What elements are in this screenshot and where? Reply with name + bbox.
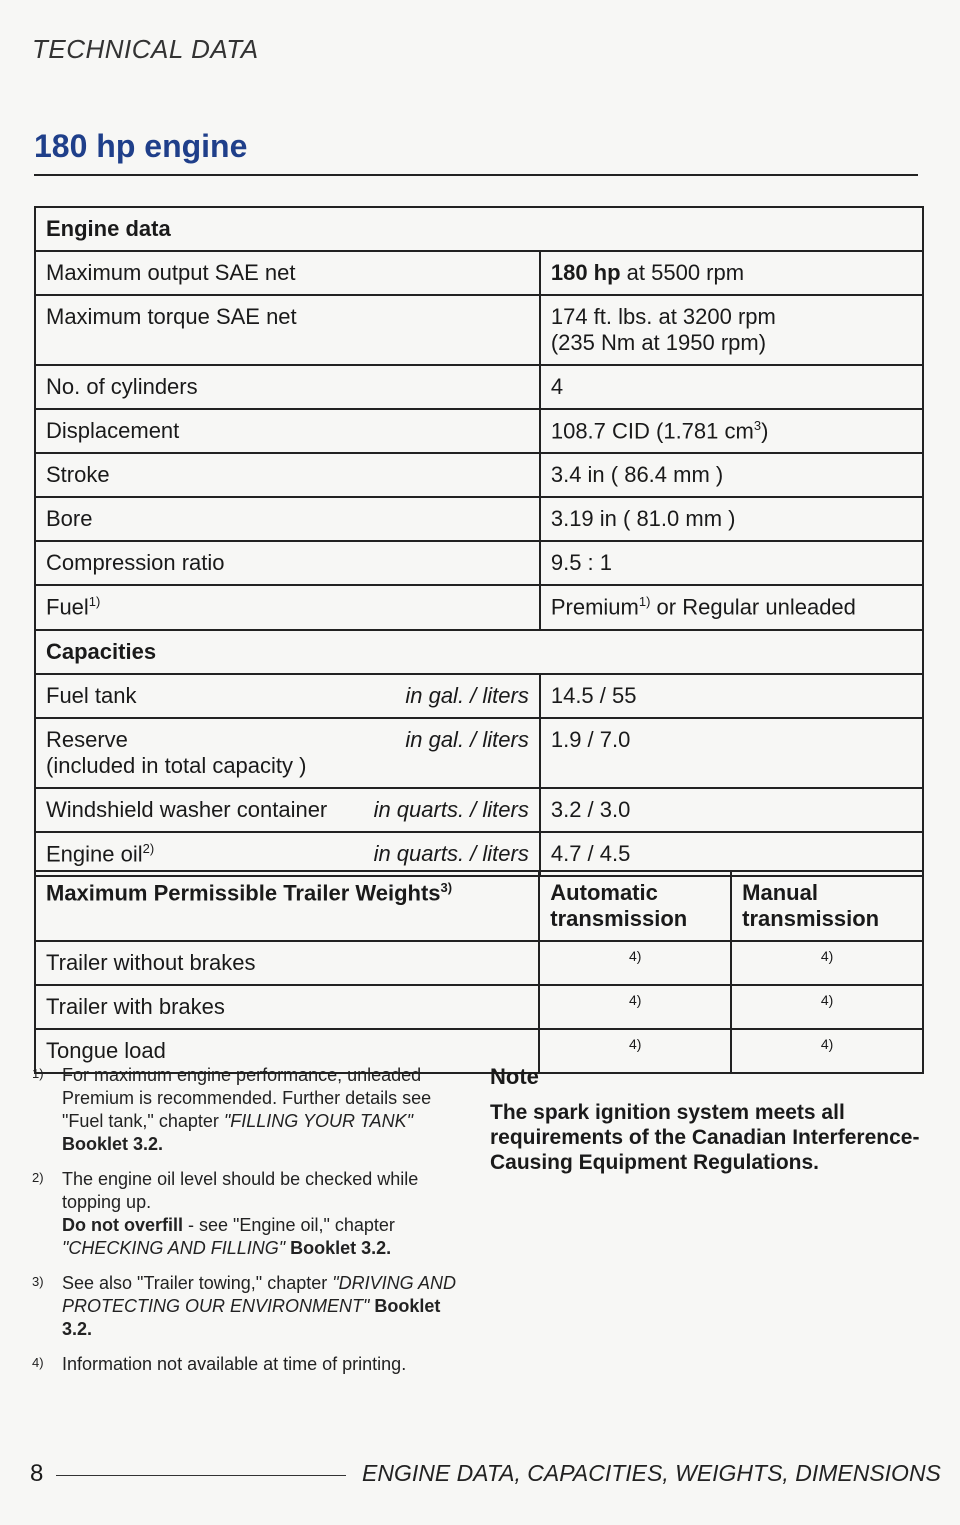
capacity-label: Engine oil [46,840,143,866]
row-label [35,718,540,788]
note-box [490,1064,930,1175]
footnote-booklet: Booklet 3.2. [62,1296,441,1339]
displacement-value-end: ) [761,418,769,444]
row-value [540,585,923,629]
fuel-label: Fuel [46,594,89,620]
section-header: TECHNICAL DATA [32,34,259,64]
row-label: Maximum torque SAE net [35,295,540,365]
row-value: 14.5 / 55 [540,674,923,718]
footnote-number: 2) [32,1170,44,1185]
unit-label: in gal. / liters [405,726,529,752]
row-value: 1.9 / 7.0 [540,718,923,788]
footnote-chapter: "CHECKING AND FILLING" [62,1238,291,1258]
footnote-ref: 2) [142,840,155,856]
col-automatic: Automatic transmission [539,871,731,941]
footnote-text-2: - see "Engine oil," chapter [183,1215,395,1235]
row-label [35,674,540,718]
footnote-number: 3) [32,1274,44,1289]
title-divider [34,174,918,176]
row-value: 3.19 in ( 81.0 mm ) [540,497,923,541]
table-row [35,985,923,1029]
trailer-weights-table [34,870,924,1074]
row-value: 4.7 / 4.5 [540,832,923,876]
fuel-value-end: or Regular unleaded [650,594,856,620]
footer-section-title: ENGINE DATA, CAPACITIES, WEIGHTS, DIMENSIONS [362,1460,941,1486]
table-row [35,453,923,497]
cell-manual: 4) [731,985,923,1029]
footnote-booklet: Booklet 3.2. [62,1134,164,1154]
unit-label: in quarts. / liters [373,796,529,822]
torque-value: 174 ft. lbs. at 3200 rpm [550,304,776,329]
engine-data-heading: Engine data [35,207,923,251]
table-row [35,941,923,985]
table-row [35,541,923,585]
table-row [35,585,923,629]
row-label: Tongue load [35,1029,539,1073]
row-label: No. of cylinders [35,365,540,409]
fuel-value: Premium [550,594,639,620]
trailer-heading-text: Maximum Permissible Trailer Weights [46,880,441,906]
footnote-text: For maximum engine performance, unleaded Premium is recommended. Further details see "Fuel tank," chapter [62,1065,432,1131]
row-label: Stroke [35,453,540,497]
footnote-4 [32,1353,472,1376]
col-manual: Manual transmission [731,871,923,941]
row-value: 9.5 : 1 [540,541,923,585]
trailer-heading [35,871,539,941]
note-text: The spark ignition system meets all requirements of the Canadian Interference-Causing Equipment Regulations. [490,1101,920,1174]
page-number: 8 [30,1460,44,1487]
table-row [35,788,923,832]
row-value: 3.2 / 3.0 [540,788,923,832]
table-row [35,251,923,295]
torque-value-metric: (235 Nm at 1950 rpm) [550,330,767,355]
row-label: Compression ratio [35,541,540,585]
footnotes [32,1064,472,1388]
capacity-sublabel: (included in total capacity ) [46,752,307,778]
row-value [540,409,923,453]
cell-automatic: 4) [539,941,731,985]
row-label: Bore [35,497,540,541]
output-value-bold: 180 hp [550,260,621,285]
table-row [35,674,923,718]
footnote-ref: 3) [440,880,453,895]
footnote-text: See also "Trailer towing," chapter [62,1273,333,1293]
footer-divider [56,1475,346,1476]
cell-automatic: 4) [539,985,731,1029]
cell-manual: 4) [731,1029,923,1073]
row-label: Trailer without brakes [35,941,539,985]
footnote-chapter: "FILLING YOUR TANK" [223,1111,414,1131]
footnote-text: The engine oil level should be checked while topping up. [62,1169,419,1212]
footnote-warning: Do not overfill [62,1215,183,1235]
footnote-chapter: "DRIVING AND PROTECTING OUR ENVIRONMENT" [62,1273,456,1316]
row-label: Maximum output SAE net [35,251,540,295]
unit-label: in gal. / liters [405,682,529,708]
cell-manual: 4) [731,941,923,985]
footnote-2 [32,1168,472,1260]
footnote-number: 4) [32,1355,44,1370]
footnote-ref: 1) [88,594,101,610]
output-value-rest: at 5500 rpm [620,260,745,285]
cell-automatic: 4) [539,1029,731,1073]
table-row [35,365,923,409]
displacement-value: 108.7 CID (1.781 cm [550,418,754,444]
footnote-number: 1) [32,1066,44,1081]
capacities-heading: Capacities [35,630,923,674]
capacity-label: Fuel tank [46,682,137,708]
row-value: 3.4 in ( 86.4 mm ) [540,453,923,497]
row-value [540,251,923,295]
row-value: 4 [540,365,923,409]
footnote-3 [32,1272,472,1341]
row-label [35,585,540,629]
table-row [35,295,923,365]
unit-label: in quarts. / liters [373,840,529,866]
footnote-booklet: Booklet 3.2. [290,1238,392,1258]
table-row [35,409,923,453]
capacity-label: Windshield washer container [46,796,328,822]
footnote-1 [32,1064,472,1156]
superscript: 3 [753,418,762,433]
note-title: Note [490,1064,539,1089]
capacity-label: Reserve [46,726,128,752]
row-value [540,295,923,365]
table-row [35,718,923,788]
row-label [35,788,540,832]
row-label: Displacement [35,409,540,453]
row-label: Trailer with brakes [35,985,539,1029]
page-title: 180 hp engine [34,128,248,164]
engine-data-table [34,206,924,877]
footnote-ref: 1) [638,594,651,610]
table-row [35,497,923,541]
footnote-text: Information not available at time of printing. [62,1354,407,1374]
